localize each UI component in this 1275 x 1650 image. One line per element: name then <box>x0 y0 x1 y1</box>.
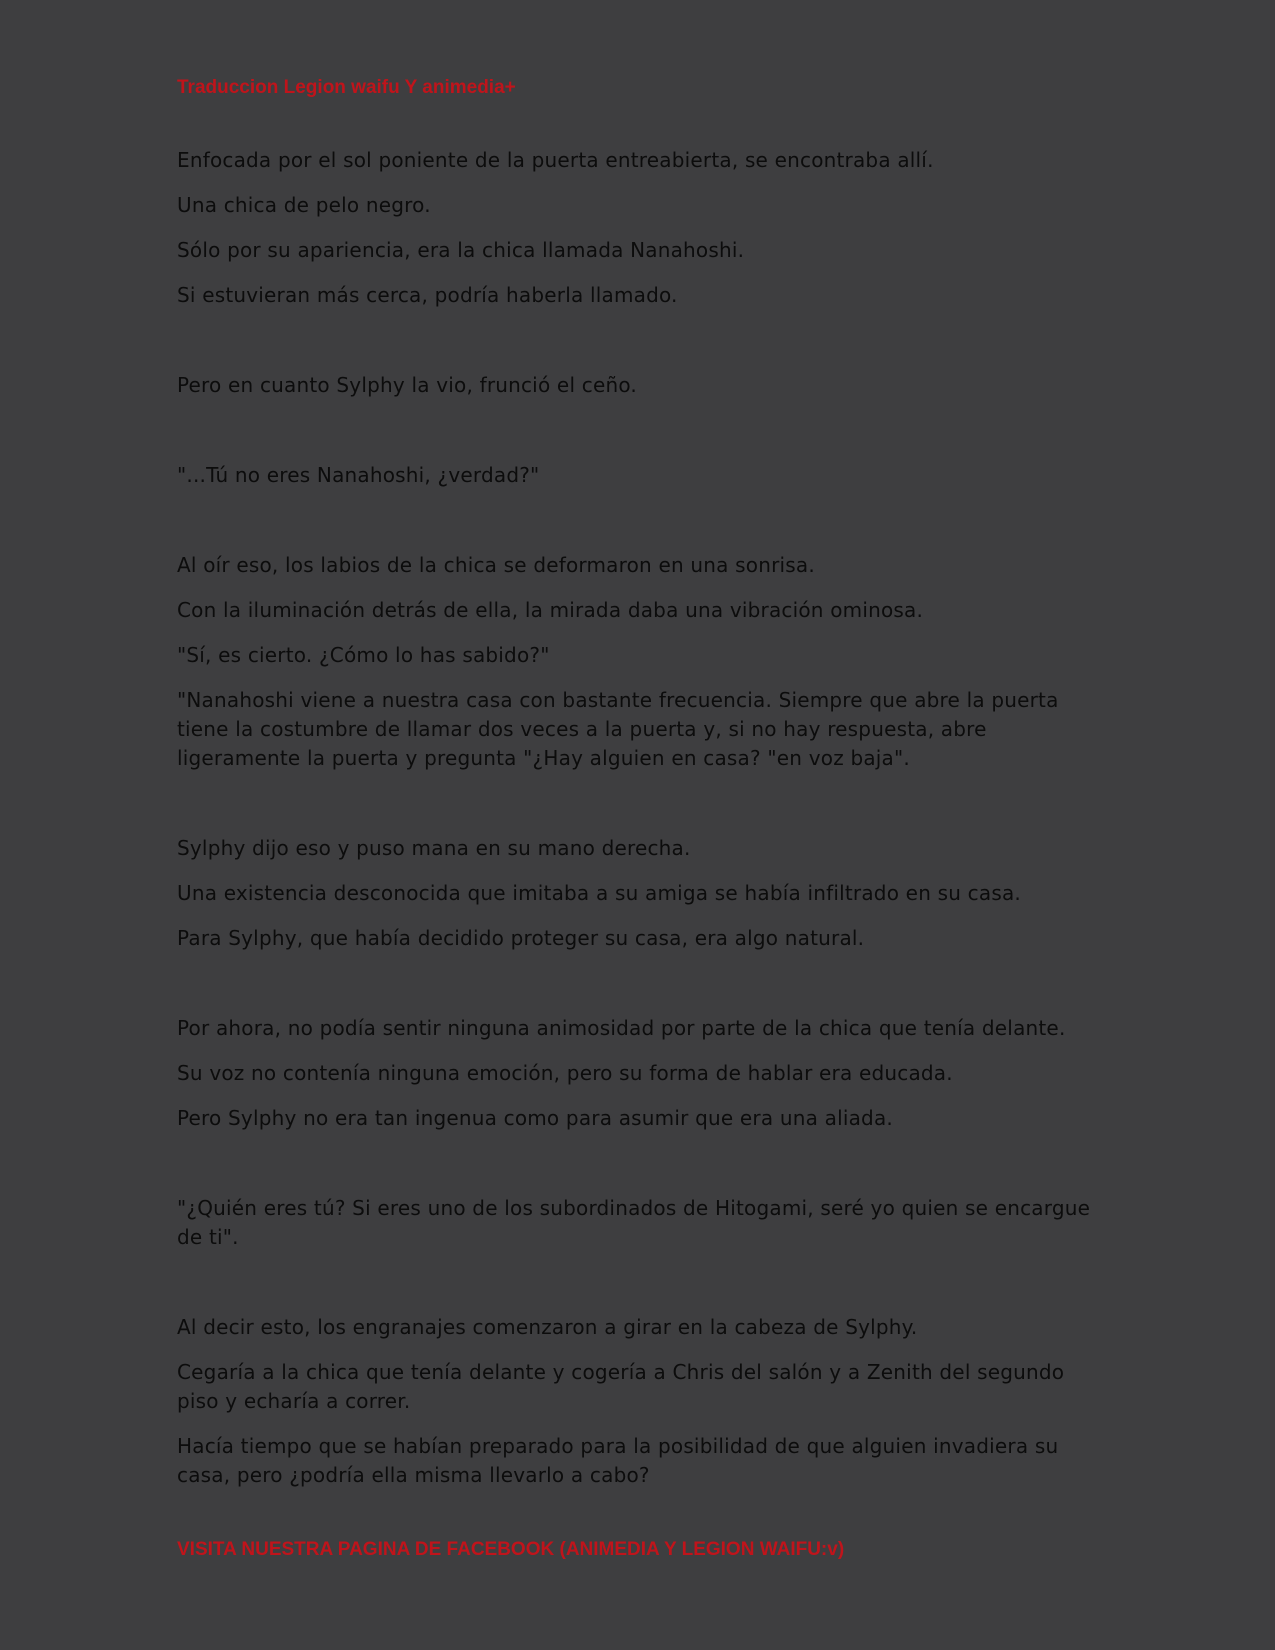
paragraph-5: Pero en cuanto Sylphy la vio, frunció el ceño. <box>177 373 637 397</box>
translator-credit: Traduccion Legion waifu Y animedia+ <box>177 77 516 98</box>
paragraph-15: Su voz no contenía ninguna emoción, pero su forma de hablar era educada. <box>177 1061 953 1085</box>
paragraph-7: Al oír eso, los labios de la chica se deformaron en una sonrisa. <box>177 553 815 577</box>
document-page <box>177 70 1097 1562</box>
paragraph-13: Para Sylphy, que había decidido proteger su casa, era algo natural. <box>177 926 865 950</box>
facebook-promo: VISITA NUESTRA PAGINA DE FACEBOOK (ANIMEDIA Y LEGION WAIFU:v) <box>177 1539 845 1560</box>
paragraph-14: Por ahora, no podía sentir ninguna animosidad por parte de la chica que tenía delante. <box>177 1016 1066 1040</box>
paragraph-10: "Nanahoshi viene a nuestra casa con bastante frecuencia. Siempre que abre la puerta tiene la costumbre de llamar dos veces a la puerta y, si no hay respuesta, abre ligeramente la puerta y pregunta "¿Hay alguien en casa? "en voz baja". <box>177 688 1059 770</box>
paragraph-18: Al decir esto, los engranajes comenzaron a girar en la cabeza de Sylphy. <box>177 1315 918 1339</box>
paragraph-11: Sylphy dijo eso y puso mana en su mano derecha. <box>177 836 691 860</box>
paragraph-1: Enfocada por el sol poniente de la puerta entreabierta, se encontraba allí. <box>177 148 934 172</box>
paragraph-4: Si estuvieran más cerca, podría haberla llamado. <box>177 283 678 307</box>
paragraph-6: "...Tú no eres Nanahoshi, ¿verdad?" <box>177 463 540 487</box>
paragraph-16: Pero Sylphy no era tan ingenua como para asumir que era una aliada. <box>177 1106 893 1130</box>
paragraph-17: "¿Quién eres tú? Si eres uno de los subordinados de Hitogami, seré yo quien se encargue de ti". <box>177 1196 1091 1249</box>
paragraph-12: Una existencia desconocida que imitaba a su amiga se había infiltrado en su casa. <box>177 881 1021 905</box>
paragraph-3: Sólo por su apariencia, era la chica llamada Nanahoshi. <box>177 238 745 262</box>
paragraph-20: Hacía tiempo que se habían preparado para la posibilidad de que alguien invadiera su casa, pero ¿podría ella misma llevarlo a cabo? <box>177 1434 1059 1487</box>
paragraph-19: Cegaría a la chica que tenía delante y cogería a Chris del salón y a Zenith del segundo piso y echaría a correr. <box>177 1360 1065 1413</box>
paragraph-8: Con la iluminación detrás de ella, la mirada daba una vibración ominosa. <box>177 598 924 622</box>
paragraph-2: Una chica de pelo negro. <box>177 193 431 217</box>
paragraph-9: "Sí, es cierto. ¿Cómo lo has sabido?" <box>177 643 550 667</box>
